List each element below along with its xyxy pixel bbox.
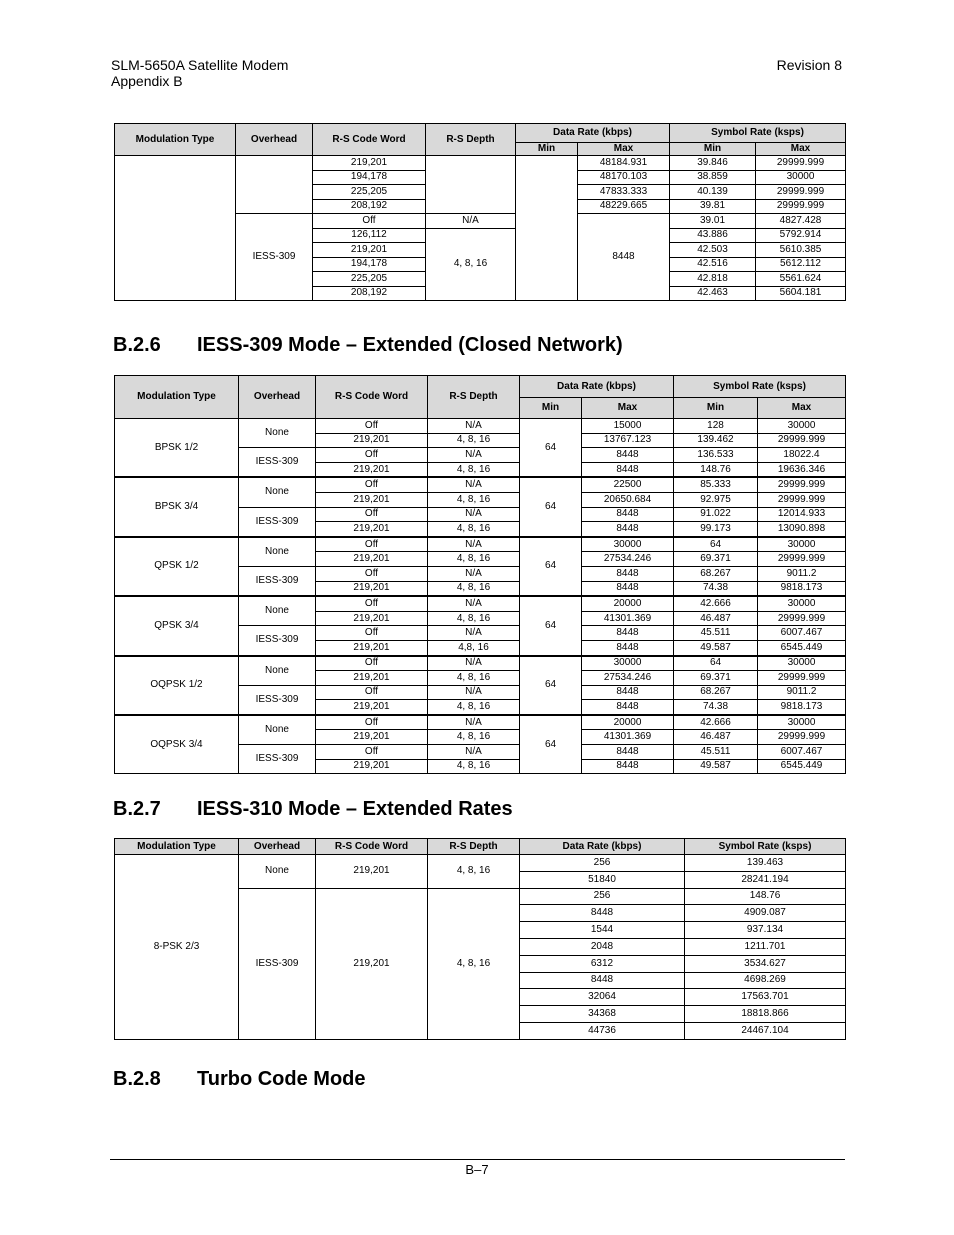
- table-cell: Off: [316, 448, 428, 463]
- table-cell: 4827.428: [756, 214, 846, 229]
- table-cell: Off: [316, 626, 428, 641]
- table-cell: 4909.087: [685, 905, 846, 922]
- table-cell: 4, 8, 16: [428, 522, 520, 537]
- modulation-cell: OQPSK 3/4: [115, 715, 239, 774]
- col-header-rs-depth: R-S Depth: [426, 124, 516, 156]
- col-header-max: Max: [578, 143, 670, 156]
- table-cell: N/A: [428, 537, 520, 552]
- table-cell: 9011.2: [758, 566, 846, 581]
- table-cell: None: [239, 855, 316, 889]
- table-cell: 42.666: [674, 596, 758, 611]
- table-cell: 4, 8, 16: [428, 855, 520, 889]
- table-cell: 219,201: [316, 492, 428, 507]
- table-cell: 15000: [582, 419, 674, 434]
- table-cell: 219,201: [316, 462, 428, 477]
- col-header-modulation: Modulation Type: [115, 376, 239, 419]
- overhead-cell: IESS-309: [239, 745, 316, 774]
- table-iess309-extended: [114, 375, 846, 774]
- document-title: SLM-5650A Satellite Modem: [111, 57, 289, 73]
- col-header-overhead: Overhead: [239, 376, 316, 419]
- table-cell: Off: [316, 596, 428, 611]
- table-row: [115, 537, 846, 552]
- table-cell: 99.173: [674, 522, 758, 537]
- table-cell: N/A: [428, 685, 520, 700]
- modulation-cell: QPSK 3/4: [115, 596, 239, 655]
- col-header-min: Min: [674, 398, 758, 419]
- table-cell: 6007.467: [758, 745, 846, 760]
- appendix-label: Appendix B: [111, 73, 183, 89]
- col-header-data-rate: Data Rate (kbps): [516, 124, 670, 143]
- table-cell: 4,8, 16: [428, 640, 520, 655]
- section-heading-b27: [113, 798, 513, 821]
- table-cell: 30000: [758, 656, 846, 671]
- table-cell: 17563.701: [685, 989, 846, 1006]
- table-cell: 219,201: [316, 700, 428, 715]
- table-cell: 30000: [582, 656, 674, 671]
- table-cell: N/A: [428, 745, 520, 760]
- section-title-text: IESS-310 Mode – Extended Rates: [197, 798, 513, 820]
- table-cell: 219,201: [316, 671, 428, 686]
- table-cell: 44736: [520, 1022, 685, 1039]
- table-cell: 256: [520, 888, 685, 905]
- table-cell: 69.371: [674, 552, 758, 567]
- table-cell: Off: [316, 656, 428, 671]
- table-cell: 136.533: [674, 448, 758, 463]
- table-cell: 42.463: [670, 286, 756, 301]
- table-row: [115, 156, 846, 171]
- overhead-cell: IESS-309: [239, 626, 316, 656]
- col-header-rs-code: R-S Code Word: [313, 124, 426, 156]
- table-cell: 29999.999: [758, 611, 846, 626]
- overhead-cell: IESS-309: [239, 507, 316, 537]
- table-cell: 8448: [520, 905, 685, 922]
- table-cell: 51840: [520, 871, 685, 888]
- table-cell: 41301.369: [582, 611, 674, 626]
- table-cell: 219,201: [316, 522, 428, 537]
- col-header-min: Min: [670, 143, 756, 156]
- table-cell: 1544: [520, 922, 685, 939]
- table-cell: 74.38: [674, 700, 758, 715]
- col-header-max: Max: [582, 398, 674, 419]
- table-cell: 45.511: [674, 626, 758, 641]
- table-cell: 29999.999: [758, 477, 846, 492]
- table-cell: 5792.914: [756, 228, 846, 243]
- col-header-symbol-rate: Symbol Rate (ksps): [670, 124, 846, 143]
- table-cell: 19636.346: [758, 462, 846, 477]
- table-cell: 208,192: [313, 286, 426, 301]
- table-cell: 8448: [520, 972, 685, 989]
- table-cell: 8448: [582, 507, 674, 522]
- table-cell: 128: [674, 419, 758, 434]
- table-cell: N/A: [428, 656, 520, 671]
- table-cell: 40.139: [670, 185, 756, 200]
- table-cell: 219,201: [316, 640, 428, 655]
- col-header-overhead: Overhead: [236, 124, 313, 156]
- table-cell: 139.463: [685, 855, 846, 872]
- table-cell: 20000: [582, 596, 674, 611]
- table-cell: 29999.999: [756, 199, 846, 214]
- table-cell: 219,201: [316, 730, 428, 745]
- table-cell: N/A: [428, 596, 520, 611]
- col-header-rs-depth: R-S Depth: [428, 376, 520, 419]
- col-header-symbol-rate: Symbol Rate (ksps): [685, 839, 846, 855]
- table-cell: 30000: [758, 419, 846, 434]
- table-cell: 3534.627: [685, 955, 846, 972]
- table-cell: 12014.933: [758, 507, 846, 522]
- modulation-cell: OQPSK 1/2: [115, 656, 239, 715]
- table-cell: 8448: [582, 745, 674, 760]
- overhead-cell: None: [239, 477, 316, 507]
- data-min-cell: 64: [520, 596, 582, 655]
- section-number: B.2.8: [113, 1068, 161, 1090]
- table-cell: 6312: [520, 955, 685, 972]
- table-cell: 38.859: [670, 170, 756, 185]
- table-cell: 20650.684: [582, 492, 674, 507]
- table-cell: 8448: [582, 685, 674, 700]
- table-cell: 5604.181: [756, 286, 846, 301]
- col-header-modulation: Modulation Type: [115, 839, 239, 855]
- table-cell: 219,201: [316, 611, 428, 626]
- table-cell: 42.818: [670, 272, 756, 287]
- col-header-rs-code: R-S Code Word: [316, 839, 428, 855]
- table-cell: Off: [316, 685, 428, 700]
- table-cell: 8448: [582, 522, 674, 537]
- table-cell: Off: [316, 715, 428, 730]
- table-continued: [114, 123, 846, 301]
- table-cell: 13090.898: [758, 522, 846, 537]
- table-cell: 29999.999: [758, 552, 846, 567]
- table-cell: 49.587: [674, 759, 758, 774]
- table-row: [115, 477, 846, 492]
- revision-label: Revision 8: [776, 57, 842, 73]
- table-cell: 74.38: [674, 581, 758, 596]
- page-number: B–7: [465, 1162, 489, 1177]
- table-cell: 8448: [582, 581, 674, 596]
- table-cell: 4, 8, 16: [428, 611, 520, 626]
- table-cell: 30000: [758, 715, 846, 730]
- data-min-cell: 64: [520, 656, 582, 715]
- section-heading-b26: [113, 334, 623, 357]
- table-cell: 139.462: [674, 433, 758, 448]
- section-number: B.2.6: [113, 334, 161, 356]
- table-cell: 126,112: [313, 228, 426, 243]
- table-cell: 6007.467: [758, 626, 846, 641]
- section-title-text: Turbo Code Mode: [197, 1068, 366, 1090]
- table-cell: 148.76: [674, 462, 758, 477]
- overhead-cell: IESS-309: [239, 448, 316, 478]
- table-cell: 6545.449: [758, 759, 846, 774]
- table-iess310-extended: [114, 838, 846, 1040]
- table-cell: 13767.123: [582, 433, 674, 448]
- table-cell: 225,205: [313, 185, 426, 200]
- col-header-overhead: Overhead: [239, 839, 316, 855]
- table-cell: 5561.624: [756, 272, 846, 287]
- table-cell: 30000: [758, 596, 846, 611]
- table-cell: 18818.866: [685, 1006, 846, 1023]
- overhead-cell: None: [239, 656, 316, 686]
- table-cell: 4698.269: [685, 972, 846, 989]
- table-cell: 30000: [582, 537, 674, 552]
- table-cell: 29999.999: [758, 433, 846, 448]
- table-cell: [426, 156, 516, 214]
- modulation-cell: BPSK 1/2: [115, 419, 239, 478]
- table-cell: 256: [520, 855, 685, 872]
- col-header-modulation: Modulation Type: [115, 124, 236, 156]
- overhead-cell: IESS-309: [239, 566, 316, 596]
- table-cell: 29999.999: [758, 671, 846, 686]
- document-header-left: [111, 57, 288, 89]
- table-cell: 29999.999: [756, 156, 846, 171]
- table-cell: 32064: [520, 989, 685, 1006]
- table-cell: 41301.369: [582, 730, 674, 745]
- table-cell: IESS-309: [239, 888, 316, 1039]
- table-cell: Off: [316, 745, 428, 760]
- table-cell: 219,201: [316, 759, 428, 774]
- table-cell: N/A: [428, 566, 520, 581]
- table-cell: 46.487: [674, 730, 758, 745]
- col-header-data-rate: Data Rate (kbps): [520, 839, 685, 855]
- table-cell: 219,201: [313, 156, 426, 171]
- table-cell: 8-PSK 2/3: [115, 855, 239, 1040]
- table-cell: N/A: [428, 477, 520, 492]
- table-cell: 4, 8, 16: [428, 730, 520, 745]
- col-header-rs-depth: R-S Depth: [428, 839, 520, 855]
- overhead-cell: None: [239, 537, 316, 567]
- col-header-data-rate: Data Rate (kbps): [520, 376, 674, 398]
- table-cell: 39.846: [670, 156, 756, 171]
- table-cell: 8448: [582, 448, 674, 463]
- table-row: [115, 656, 846, 671]
- section-number: B.2.7: [113, 798, 161, 820]
- table-cell: 85.333: [674, 477, 758, 492]
- table-cell: 219,201: [316, 433, 428, 448]
- data-min-cell: 64: [520, 477, 582, 536]
- table-cell: N/A: [428, 715, 520, 730]
- table-cell: 42.516: [670, 257, 756, 272]
- table-cell: 5610.385: [756, 243, 846, 258]
- table-cell: 4, 8, 16: [428, 759, 520, 774]
- table-cell: 42.503: [670, 243, 756, 258]
- table-cell: Off: [316, 507, 428, 522]
- table-cell: [115, 156, 236, 301]
- table-cell: 1211.701: [685, 938, 846, 955]
- table-cell: 4, 8, 16: [428, 581, 520, 596]
- col-header-symbol-rate: Symbol Rate (ksps): [674, 376, 846, 398]
- data-min-cell: 64: [520, 419, 582, 478]
- table-cell: 20000: [582, 715, 674, 730]
- table-cell: 39.01: [670, 214, 756, 229]
- overhead-cell: None: [239, 715, 316, 745]
- footer-rule: [110, 1159, 845, 1160]
- table-cell: 5612.112: [756, 257, 846, 272]
- table-cell: 937.134: [685, 922, 846, 939]
- table-cell: 9011.2: [758, 685, 846, 700]
- table-cell: Off: [313, 214, 426, 229]
- table-cell: 34368: [520, 1006, 685, 1023]
- table-cell: 48184.931: [578, 156, 670, 171]
- table-cell: Off: [316, 566, 428, 581]
- modulation-cell: BPSK 3/4: [115, 477, 239, 536]
- col-header-rs-code: R-S Code Word: [316, 376, 428, 419]
- table-cell: [516, 156, 578, 301]
- table-cell: 48170.103: [578, 170, 670, 185]
- table-cell: 8448: [582, 700, 674, 715]
- table-cell: 4, 8, 16: [428, 462, 520, 477]
- table-cell: 9818.173: [758, 700, 846, 715]
- table-cell: 47833.333: [578, 185, 670, 200]
- table-row: [115, 596, 846, 611]
- overhead-cell: None: [239, 419, 316, 448]
- section-heading-b28: [113, 1068, 366, 1091]
- table-cell: 219,201: [316, 888, 428, 1039]
- col-header-min: Min: [516, 143, 578, 156]
- table-cell: 24467.104: [685, 1022, 846, 1039]
- table-cell: 29999.999: [758, 492, 846, 507]
- table-cell: N/A: [426, 214, 516, 229]
- table-cell: 219,201: [313, 243, 426, 258]
- table-cell: 4, 8, 16: [428, 552, 520, 567]
- table-cell: 42.666: [674, 715, 758, 730]
- table-cell: 4, 8, 16: [428, 492, 520, 507]
- table-cell: 68.267: [674, 685, 758, 700]
- table-cell: Off: [316, 419, 428, 434]
- col-header-min: Min: [520, 398, 582, 419]
- table-cell: 4, 8, 16: [428, 671, 520, 686]
- table-cell: 8448: [582, 626, 674, 641]
- table-cell: Off: [316, 537, 428, 552]
- table-row: [115, 715, 846, 730]
- table-cell: 4, 8, 16: [428, 700, 520, 715]
- table-cell: 6545.449: [758, 640, 846, 655]
- table-cell: 92.975: [674, 492, 758, 507]
- section-title-text: IESS-309 Mode – Extended (Closed Network): [197, 334, 623, 356]
- data-min-cell: 64: [520, 715, 582, 774]
- table-cell: 8448: [578, 214, 670, 301]
- table-cell: 69.371: [674, 671, 758, 686]
- table-cell: 8448: [582, 462, 674, 477]
- table-cell: 219,201: [316, 552, 428, 567]
- table-row: [115, 419, 846, 434]
- col-header-max: Max: [758, 398, 846, 419]
- table-cell: 8448: [582, 566, 674, 581]
- table-cell: 91.022: [674, 507, 758, 522]
- table-cell: 28241.194: [685, 871, 846, 888]
- table-cell: 22500: [582, 477, 674, 492]
- table-cell: 45.511: [674, 745, 758, 760]
- table-cell: 43.886: [670, 228, 756, 243]
- table-cell: 8448: [582, 640, 674, 655]
- table-cell: 194,178: [313, 257, 426, 272]
- table-cell: 48229.665: [578, 199, 670, 214]
- table-cell: 225,205: [313, 272, 426, 287]
- table-cell: [236, 156, 313, 214]
- overhead-cell: IESS-309: [239, 685, 316, 715]
- table-cell: 46.487: [674, 611, 758, 626]
- table-cell: 30000: [756, 170, 846, 185]
- table-cell: 2048: [520, 938, 685, 955]
- table-row: [115, 855, 846, 872]
- table-cell: 4, 8, 16: [428, 888, 520, 1039]
- modulation-cell: QPSK 1/2: [115, 537, 239, 596]
- table-cell: 49.587: [674, 640, 758, 655]
- table-cell: N/A: [428, 507, 520, 522]
- data-min-cell: 64: [520, 537, 582, 596]
- table-cell: Off: [316, 477, 428, 492]
- table-cell: 208,192: [313, 199, 426, 214]
- table-cell: 30000: [758, 537, 846, 552]
- table-cell: 39.81: [670, 199, 756, 214]
- table-cell: 8448: [582, 759, 674, 774]
- table-cell: 18022.4: [758, 448, 846, 463]
- table-cell: 27534.246: [582, 552, 674, 567]
- col-header-max: Max: [756, 143, 846, 156]
- table-cell: 4, 8, 16: [426, 228, 516, 301]
- table-cell: 219,201: [316, 855, 428, 889]
- table-cell: 68.267: [674, 566, 758, 581]
- overhead-cell: None: [239, 596, 316, 626]
- table-cell: 27534.246: [582, 671, 674, 686]
- table-cell: 64: [674, 656, 758, 671]
- table-cell: N/A: [428, 448, 520, 463]
- table-cell: 219,201: [316, 581, 428, 596]
- table-cell: N/A: [428, 419, 520, 434]
- table-cell: IESS-309: [236, 214, 313, 301]
- table-cell: 29999.999: [758, 730, 846, 745]
- table-cell: N/A: [428, 626, 520, 641]
- table-cell: 194,178: [313, 170, 426, 185]
- table-cell: 4, 8, 16: [428, 433, 520, 448]
- table-cell: 148.76: [685, 888, 846, 905]
- table-cell: 9818.173: [758, 581, 846, 596]
- table-cell: 64: [674, 537, 758, 552]
- table-cell: 29999.999: [756, 185, 846, 200]
